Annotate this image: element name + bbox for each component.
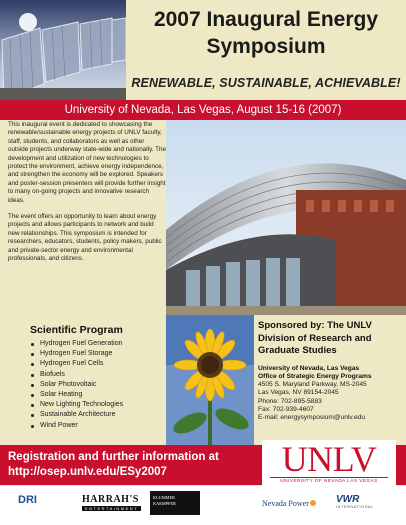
address-line-2: Las Vegas, NV 89154-2045 <box>258 389 339 397</box>
list-item: New Lighting Technologies <box>30 400 168 410</box>
unlv-wordmark: UNLV <box>281 439 377 479</box>
registration-url-link[interactable]: http://osep.unlv.edu/ESy2007 <box>8 466 167 478</box>
list-item: Solar Heating <box>30 390 168 400</box>
description <box>8 121 166 321</box>
address-line-1: 4505 S. Maryland Parkway, MS-2045 <box>258 381 367 389</box>
sponsor-logos <box>0 486 406 525</box>
kummer-kaempfer-logo <box>150 491 200 515</box>
scientific-program <box>8 324 168 431</box>
office-name: Office of Strategic Energy Programs <box>258 372 372 380</box>
kk-logo-line-2: KAEMPFER <box>153 501 176 506</box>
list-item: Hydrogen Fuel Cells <box>30 359 168 369</box>
registration-text <box>8 450 248 480</box>
description-paragraph-2: The event offers an opportunity to learn about energy projects and allows participants to network and build new relationships. This symposium is intended for researchers, educators, students, policy makers, public and private-sector energy and environmental professionals, and citizens. <box>8 213 162 263</box>
list-item: Hydrogen Fuel Storage <box>30 349 168 359</box>
list-item: Solar Photovoltaic <box>30 380 168 390</box>
poster-title: 2007 Inaugural Energy Symposium <box>153 8 379 58</box>
vwr-logo <box>336 494 374 509</box>
email[interactable]: E-mail: energysymposium@unlv.edu <box>258 414 365 422</box>
program-list <box>30 339 168 431</box>
event-date-bar: University of Nevada, Las Vegas, August 15-16 (2007) <box>0 100 406 120</box>
sun-icon <box>310 500 316 506</box>
harrahs-logo-sub: ENTERTAINMENT <box>82 506 141 511</box>
vwr-logo-sub: INTERNATIONAL <box>336 505 374 509</box>
solar-mirrors-photo <box>0 0 126 100</box>
list-item: Sustainable Architecture <box>30 410 168 420</box>
harrahs-logo <box>82 494 141 511</box>
vwr-logo-text: VWR <box>336 494 360 505</box>
office-university: University of Nevada, Las Vegas <box>258 364 360 372</box>
sponsor-office <box>258 365 404 382</box>
unlv-logo <box>262 440 396 486</box>
solar-mirrors-illustration <box>0 0 126 100</box>
nevada-power-logo <box>262 499 316 508</box>
building-illustration <box>166 120 406 315</box>
tagline: RENEWABLE, SUSTAINABLE, ACHIEVABLE! <box>131 76 401 90</box>
kk-logo-line-1: KLUMMER <box>153 495 175 500</box>
harrahs-logo-text: HARRAH'S <box>82 494 139 505</box>
program-heading: Scientific Program <box>30 324 123 336</box>
fax: Fax: 702-939-4607 <box>258 405 314 413</box>
sponsor-contact <box>258 381 404 422</box>
sunflower-illustration <box>166 315 254 445</box>
description-paragraph-1: This inaugural event is dedicated to showcasing the renewable/sustainable energy projects of UNLV faculty, staff, students, and collaborators as well as other outside projects underway state-wide and nationally. The development and utilization of new technologies to protect the environment, achieve energy independence, and strengthen the economy will be explored. Speakers and poster-session presenters will provide further insight to many on-going projects and innovative research ideas. <box>8 121 166 204</box>
sponsor-block <box>258 320 404 423</box>
registration-line: Registration and further information at <box>8 451 219 463</box>
sponsor-heading: Sponsored by: The UNLV Division of Research and Graduate Studies <box>258 320 372 356</box>
sunflower-photo <box>166 315 254 445</box>
dri-logo-text: DRI <box>18 494 37 506</box>
list-item: Biofuels <box>30 370 168 380</box>
list-item: Wind Power <box>30 421 168 431</box>
dri-logo <box>18 494 37 506</box>
unlv-subtitle: UNIVERSITY OF NEVADA LAS VEGAS <box>270 477 388 484</box>
phone: Phone: 702-895-5883 <box>258 397 322 405</box>
list-item: Hydrogen Fuel Generation <box>30 339 168 349</box>
nevada-power-logo-text: Nevada Power <box>262 499 309 508</box>
building-photo <box>166 120 406 315</box>
